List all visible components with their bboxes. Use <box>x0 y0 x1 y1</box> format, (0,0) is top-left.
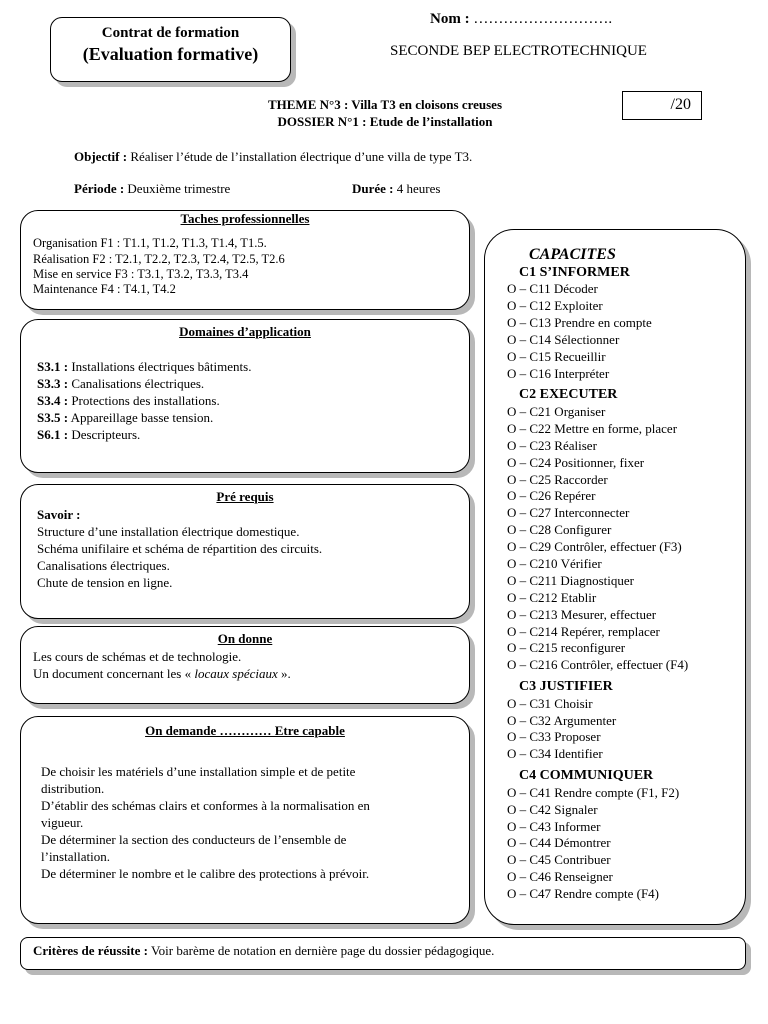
capacite-group-heading: C1 S’INFORMER <box>519 264 630 280</box>
capacite-item: O – C29 Contrôler, effectuer (F3) <box>507 539 682 555</box>
domaine-text: Protections des installations. <box>71 393 220 409</box>
objectif-line <box>74 149 472 165</box>
criteres-text: Voir barème de notation en dernière page du dossier pédagogique. <box>150 943 495 958</box>
capacite-item: O – C215 reconfigurer <box>507 640 626 656</box>
capacite-item: O – C41 Rendre compte (F1, F2) <box>507 784 680 800</box>
theme-block <box>200 97 570 131</box>
periode-text: Deuxième trimestre <box>127 181 231 196</box>
on-donne-box <box>20 626 470 704</box>
capacite-item: O – C14 Sélectionner <box>507 331 620 347</box>
objectif-label: Objectif : <box>74 149 128 164</box>
capacite-item: O – C26 Repérer <box>507 488 596 504</box>
capacites-box <box>484 229 746 925</box>
prerequis-line: Chute de tension en ligne. <box>37 574 173 590</box>
periode-line <box>74 181 230 197</box>
on-donne-text: Un document concernant les « <box>33 666 195 682</box>
domaine-text: Canalisations électriques. <box>71 376 205 392</box>
capacite-item: O – C22 Mettre en forme, placer <box>507 420 678 436</box>
criteres-label: Critères de réussite : <box>33 943 148 958</box>
on-donne-line: Les cours de schémas et de technologie. <box>33 649 242 665</box>
domaines-list <box>37 359 453 443</box>
nom-field <box>430 10 612 29</box>
duree-label: Durée : <box>352 181 394 196</box>
taches-line: Organisation F1 : T1.1, T1.2, T1.3, T1.4, T1.5. <box>33 236 267 251</box>
on-demande-line: De déterminer le nombre et le calibre des protections à prévoir. <box>41 865 370 881</box>
capacite-group-heading: C2 EXECUTER <box>519 387 618 403</box>
theme-line: THEME N°3 : Villa T3 en cloisons creuses <box>267 97 503 112</box>
capacites-title: CAPACITES <box>529 246 616 263</box>
taches-box <box>20 210 470 310</box>
taches-line: Maintenance F4 : T4.1, T4.2 <box>33 282 176 296</box>
domaines-box <box>20 319 470 473</box>
periode-label: Période : <box>74 181 125 196</box>
title-box <box>50 17 291 82</box>
on-demande-line: distribution. <box>41 781 105 797</box>
capacite-item: O – C12 Exploiter <box>507 297 603 313</box>
capacite-item: O – C214 Repérer, remplacer <box>507 623 660 639</box>
savoir-label: Savoir : <box>37 507 81 523</box>
dossier-line: DOSSIER N°1 : Etude de l’installation <box>277 113 493 129</box>
capacite-item: O – C42 Signaler <box>507 801 598 817</box>
capacite-item: O – C46 Renseigner <box>507 869 613 885</box>
capacite-item: O – C47 Rendre compte (F4) <box>507 886 660 902</box>
domaine-item <box>37 376 453 393</box>
capacite-item: O – C216 Contrôler, effectuer (F4) <box>507 657 689 673</box>
on-donne-line <box>33 666 457 683</box>
taches-list <box>33 236 457 297</box>
on-demande-line: vigueur. <box>41 814 84 830</box>
capacite-item: O – C34 Identifier <box>507 746 603 762</box>
duree-line <box>352 181 440 197</box>
capacite-item: O – C44 Démontrer <box>507 835 611 851</box>
taches-line: Mise en service F3 : T3.1, T3.2, T3.3, T3.4 <box>33 266 249 281</box>
capacite-item: O – C213 Mesurer, effectuer <box>507 606 657 622</box>
objectif-text: Réaliser l’étude de l’installation électrique d’une villa de type T3. <box>130 149 473 164</box>
capacite-item: O – C11 Décoder <box>507 281 598 297</box>
domaine-item <box>37 427 453 444</box>
on-demande-list <box>41 764 449 882</box>
domaine-code: S3.5 : <box>37 409 69 425</box>
prerequis-list <box>37 507 453 591</box>
prerequis-heading: Pré requis <box>216 489 274 504</box>
nom-label: Nom : <box>430 11 470 27</box>
capacite-item: O – C15 Recueillir <box>507 348 606 364</box>
document-subtitle: (Evaluation formative) <box>82 43 259 64</box>
capacite-item: O – C23 Réaliser <box>507 437 597 453</box>
capacite-item: O – C25 Raccorder <box>507 471 608 487</box>
domaine-text: Appareillage basse tension. <box>70 409 214 425</box>
domaine-text: Installations électriques bâtiments. <box>71 359 252 375</box>
capacite-item: O – C13 Prendre en compte <box>507 314 652 330</box>
capacite-item: O – C211 Diagnostiquer <box>507 572 634 588</box>
on-demande-box <box>20 716 470 924</box>
domaine-text: Descripteurs. <box>71 426 141 442</box>
capacite-group-heading: C4 COMMUNIQUER <box>519 768 654 784</box>
document-title: Contrat de formation <box>101 25 240 41</box>
domaine-item <box>37 359 453 376</box>
capacite-group-heading: C3 JUSTIFIER <box>519 679 613 695</box>
domaine-code: S3.4 : <box>37 393 69 409</box>
taches-line: Réalisation F2 : T2.1, T2.2, T2.3, T2.4, T2.5, T2.6 <box>33 251 285 266</box>
on-demande-heading: On demande ………… Etre capable <box>145 723 345 738</box>
capacite-item: O – C27 Interconnecter <box>507 505 630 521</box>
capacite-item: O – C43 Informer <box>507 818 601 834</box>
capacite-item: O – C32 Argumenter <box>507 712 617 728</box>
capacite-item: O – C33 Proposer <box>507 729 601 745</box>
domaines-heading: Domaines d’application <box>179 324 311 339</box>
on-demande-line: D’établir des schémas clairs et conformes à la normalisation en <box>41 798 370 814</box>
capacite-item: O – C28 Configurer <box>507 522 612 538</box>
criteres-box <box>20 937 746 970</box>
domaine-code: S3.1 : <box>37 359 69 375</box>
nom-value: ………………………. <box>473 11 613 27</box>
domaine-code: S6.1 : <box>37 426 69 442</box>
taches-heading: Taches professionnelles <box>180 211 310 226</box>
on-donne-italic: locaux spéciaux <box>194 666 278 682</box>
duree-text: 4 heures <box>396 181 441 196</box>
score-box: /20 <box>622 91 702 120</box>
class-name: SECONDE BEP ELECTROTECHNIQUE <box>390 43 647 59</box>
capacite-item: O – C45 Contribuer <box>507 852 611 868</box>
capacite-item: O – C210 Vérifier <box>507 555 602 571</box>
prerequis-line: Structure d’une installation électrique domestique. <box>37 524 300 540</box>
capacite-item: O – C21 Organiser <box>507 403 606 419</box>
prerequis-line: Canalisations électriques. <box>37 557 170 573</box>
on-demande-line: De déterminer la section des conducteurs de l’ensemble de <box>41 831 347 847</box>
domaine-item <box>37 393 453 410</box>
on-demande-line: l’installation. <box>41 848 110 864</box>
capacite-item: O – C24 Positionner, fixer <box>507 454 645 470</box>
on-donne-text: ». <box>277 666 291 682</box>
on-donne-heading: On donne <box>217 631 273 646</box>
on-demande-line: De choisir les matériels d’une installation simple et de petite <box>41 764 356 780</box>
domaine-code: S3.3 : <box>37 376 69 392</box>
domaine-item <box>37 410 453 427</box>
prerequis-line: Schéma unifilaire et schéma de répartition des circuits. <box>37 541 323 557</box>
prerequis-box <box>20 484 470 619</box>
on-donne-list <box>33 649 457 683</box>
capacite-item: O – C212 Etablir <box>507 589 597 605</box>
capacite-item: O – C31 Choisir <box>507 695 593 711</box>
capacite-item: O – C16 Interpréter <box>507 365 610 381</box>
